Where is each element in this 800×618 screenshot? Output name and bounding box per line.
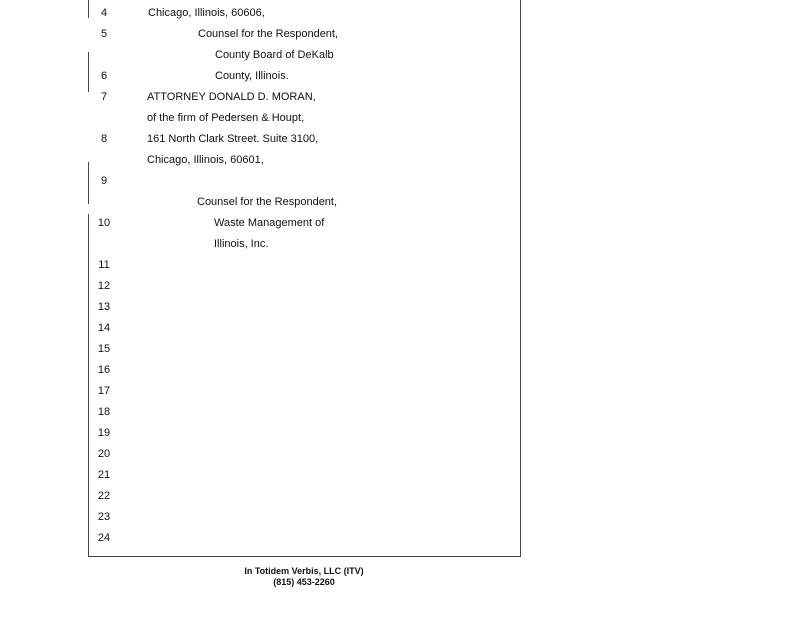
line-number: 17 [97, 385, 111, 397]
line-number: 15 [97, 343, 111, 355]
page-left-margin-rule [88, 0, 89, 18]
line-number: 7 [100, 91, 108, 103]
line-number: 11 [98, 259, 110, 271]
line-number: 12 [97, 280, 111, 292]
line-number: 8 [100, 133, 108, 145]
transcript-line: Waste Management of [214, 217, 325, 229]
line-number: 19 [97, 427, 111, 439]
line-number: 14 [97, 322, 111, 334]
line-number: 23 [97, 511, 111, 523]
transcript-line: Chicago, Illinois, 60601, [147, 154, 264, 166]
line-number: 24 [97, 532, 111, 544]
line-number: 21 [97, 469, 111, 481]
transcript-line: County, Illinois. [215, 70, 289, 82]
transcript-line: ATTORNEY DONALD D. MORAN, [147, 91, 316, 103]
transcript-line: County Board of DeKalb [215, 49, 334, 61]
line-number: 10 [97, 217, 111, 229]
transcript-line: Chicago, Illinois, 60606, [148, 7, 265, 19]
line-number: 18 [97, 406, 111, 418]
transcript-line: of the firm of Pedersen & Houpt, [147, 112, 305, 124]
footer-company-name: In Totidem Verbis, LLC (ITV) [244, 566, 364, 576]
line-number: 16 [97, 364, 111, 376]
footer-phone-number: (815) 453-2260 [273, 577, 335, 587]
transcript-line: Counsel for the Respondent, [198, 28, 339, 40]
page-left-margin-rule [88, 214, 89, 556]
line-number: 13 [97, 301, 111, 313]
line-number: 20 [97, 448, 111, 460]
line-number: 22 [97, 490, 111, 502]
line-number: 4 [100, 7, 108, 19]
transcript-page-frame [88, 0, 521, 557]
transcript-line: 161 North Clark Street. Suite 3100, [147, 133, 319, 145]
line-number: 9 [100, 175, 108, 187]
line-number: 6 [100, 70, 108, 82]
line-number: 5 [100, 28, 108, 40]
transcript-line: Counsel for the Respondent, [197, 196, 338, 208]
transcript-line: Illinois, Inc. [214, 238, 269, 250]
page-left-margin-rule [88, 52, 89, 92]
page-left-margin-rule [88, 162, 89, 204]
